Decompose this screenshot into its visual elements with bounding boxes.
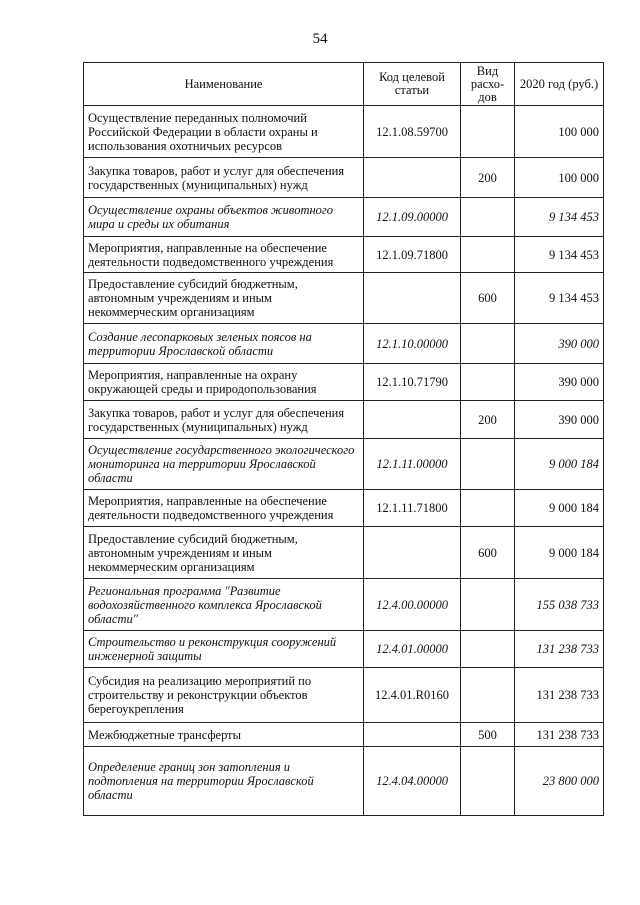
name-cell: Мероприятия, направленные на обеспечение деятельности подведомственного учреждения: [84, 490, 364, 527]
name-cell: Определение границ зон затопления и подтопления на территории Ярославской области: [84, 747, 364, 816]
table-row: [84, 273, 604, 324]
table-row: [84, 237, 604, 273]
sum-cell: 23 800 000: [515, 747, 604, 816]
code-cell: 12.1.11.71800: [364, 490, 461, 527]
code-cell: [364, 273, 461, 324]
sum-cell: 155 038 733: [515, 579, 604, 631]
sum-cell: 9 134 453: [515, 273, 604, 324]
name-cell: Мероприятия, направленные на охрану окружающей среды и природопользования: [84, 364, 364, 401]
name-cell: Мероприятия, направленные на обеспечение деятельности подведомственного учреждения: [84, 237, 364, 273]
sum-cell: 131 238 733: [515, 723, 604, 747]
name-cell: Создание лесопарковых зеленых поясов на территории Ярославской области: [84, 324, 364, 364]
name-cell: Субсидия на реализацию мероприятий по строительству и реконструкции объектов берегоукрепления: [84, 668, 364, 723]
type-cell: [461, 237, 515, 273]
table-row: [84, 723, 604, 747]
type-cell: 600: [461, 527, 515, 579]
sum-cell: 9 134 453: [515, 198, 604, 237]
table-row: [84, 579, 604, 631]
name-cell: Осуществление государственного экологического мониторинга на территории Ярославской области: [84, 439, 364, 490]
table-row: [84, 401, 604, 439]
table-row: [84, 747, 604, 816]
sum-cell: 390 000: [515, 364, 604, 401]
page-number: 54: [312, 31, 328, 47]
type-cell: [461, 747, 515, 816]
sum-cell: 9 134 453: [515, 237, 604, 273]
table-row: [84, 198, 604, 237]
type-cell: [461, 198, 515, 237]
table-row: [84, 106, 604, 158]
sum-cell: 9 000 184: [515, 439, 604, 490]
type-cell: [461, 439, 515, 490]
type-cell: [461, 490, 515, 527]
header-code: Код целевой статьи: [364, 63, 461, 106]
sum-cell: 9 000 184: [515, 527, 604, 579]
code-cell: 12.1.10.71790: [364, 364, 461, 401]
type-cell: 500: [461, 723, 515, 747]
budget-table: [83, 62, 604, 816]
name-cell: Строительство и реконструкция сооружений инженерной защиты: [84, 631, 364, 668]
code-cell: 12.1.09.00000: [364, 198, 461, 237]
code-cell: 12.4.00.00000: [364, 579, 461, 631]
table-row: [84, 324, 604, 364]
type-cell: 600: [461, 273, 515, 324]
code-cell: [364, 723, 461, 747]
table-row: [84, 158, 604, 198]
header-sum: 2020 год (руб.): [515, 63, 604, 106]
code-cell: 12.1.08.59700: [364, 106, 461, 158]
type-cell: 200: [461, 401, 515, 439]
sum-cell: 100 000: [515, 158, 604, 198]
code-cell: 12.4.01.00000: [364, 631, 461, 668]
name-cell: Закупка товаров, работ и услуг для обеспечения государственных (муниципальных) нужд: [84, 401, 364, 439]
code-cell: 12.1.10.00000: [364, 324, 461, 364]
type-cell: [461, 631, 515, 668]
name-cell: Предоставление субсидий бюджетным, автономным учреждениям и иным некоммерческим организациям: [84, 273, 364, 324]
code-cell: 12.1.09.71800: [364, 237, 461, 273]
code-cell: [364, 401, 461, 439]
sum-cell: 100 000: [515, 106, 604, 158]
type-cell: [461, 668, 515, 723]
code-cell: 12.4.01.R0160: [364, 668, 461, 723]
sum-cell: 131 238 733: [515, 631, 604, 668]
table-row: [84, 439, 604, 490]
name-cell: Региональная программа "Развитие водохозяйственного комплекса Ярославской области": [84, 579, 364, 631]
name-cell: Закупка товаров, работ и услуг для обеспечения государственных (муниципальных) нужд: [84, 158, 364, 198]
table-row: [84, 631, 604, 668]
header-name: Наименование: [84, 63, 364, 106]
type-cell: 200: [461, 158, 515, 198]
code-cell: [364, 527, 461, 579]
table-row: [84, 490, 604, 527]
table-row: [84, 527, 604, 579]
sum-cell: 390 000: [515, 324, 604, 364]
type-cell: [461, 579, 515, 631]
table-body: [84, 106, 604, 816]
type-cell: [461, 106, 515, 158]
table-row: [84, 668, 604, 723]
type-cell: [461, 364, 515, 401]
table-row: [84, 364, 604, 401]
type-cell: [461, 324, 515, 364]
name-cell: Осуществление охраны объектов животного мира и среды их обитания: [84, 198, 364, 237]
code-cell: [364, 158, 461, 198]
name-cell: Осуществление переданных полномочий Российской Федерации в области охраны и использования охотничьих ресурсов: [84, 106, 364, 158]
name-cell: Межбюджетные трансферты: [84, 723, 364, 747]
sum-cell: 9 000 184: [515, 490, 604, 527]
code-cell: 12.1.11.00000: [364, 439, 461, 490]
table-header-row: [84, 63, 604, 106]
sum-cell: 390 000: [515, 401, 604, 439]
code-cell: 12.4.04.00000: [364, 747, 461, 816]
sum-cell: 131 238 733: [515, 668, 604, 723]
name-cell: Предоставление субсидий бюджетным, автономным учреждениям и иным некоммерческим организациям: [84, 527, 364, 579]
header-type: Вид расхо-дов: [461, 63, 515, 106]
